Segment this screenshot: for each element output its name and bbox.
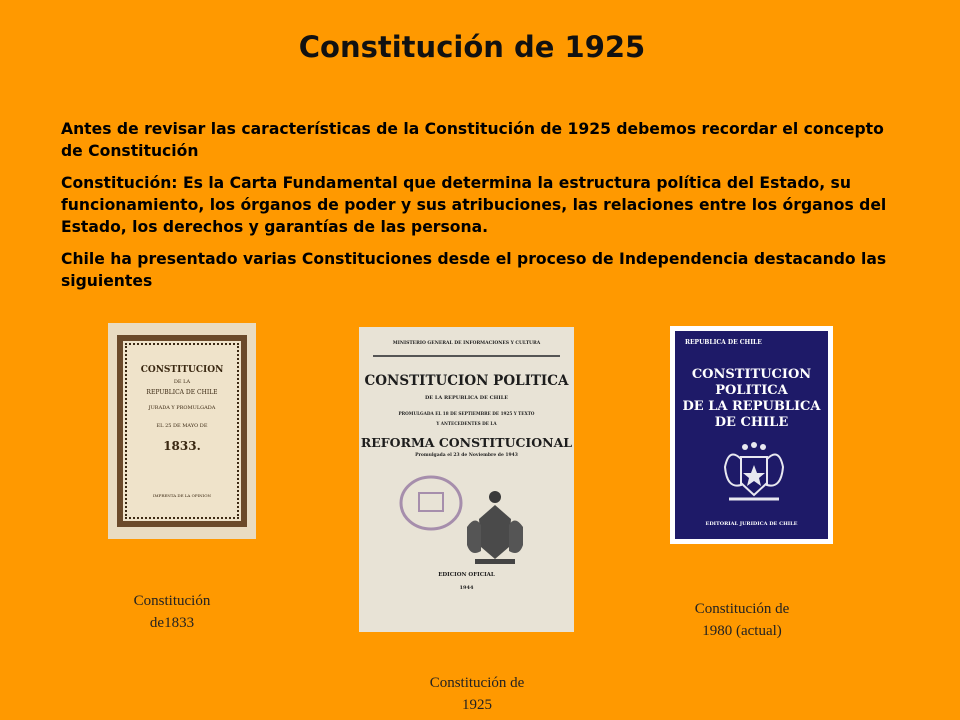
slide-body — [61, 118, 901, 302]
book-text: DE LA — [173, 379, 191, 385]
stamp-and-coat-of-arms — [391, 467, 541, 587]
book-cover — [675, 331, 828, 539]
history-paragraph: Chile ha presentado varias Constituciones desde el proceso de Independencia destacando las siguientes — [61, 250, 887, 290]
book-publisher: EDITORIAL JURIDICA DE CHILE — [705, 521, 798, 527]
book-header: REPUBLICA DE CHILE — [685, 339, 762, 346]
constitution-1925-image — [359, 327, 574, 632]
caption-line: Constitución — [133, 593, 211, 609]
divider — [373, 355, 560, 357]
book-title-text: DE LA REPUBLICA — [682, 399, 821, 414]
book-edition: EDICION OFICIAL — [438, 572, 495, 578]
ornamental-border — [117, 335, 247, 527]
caption-line: de1833 — [149, 615, 195, 631]
caption-line: Constitución de — [694, 601, 790, 617]
book-year: 1833. — [163, 439, 201, 453]
caption-1980 — [667, 598, 817, 642]
book-text: REPUBLICA DE CHILE — [146, 389, 218, 396]
book-text: Y ANTECEDENTES DE LA — [436, 421, 497, 426]
coat-of-arms-icon — [715, 437, 793, 511]
book-title-text: CONSTITUCION — [140, 365, 224, 375]
caption-1925 — [402, 672, 552, 716]
slide-title: Constitución de 1925 — [298, 30, 646, 64]
book-title-text: POLITICA — [715, 383, 788, 398]
book-text: EL 25 DE MAYO DE — [156, 423, 208, 429]
book-year: 1944 — [459, 585, 474, 591]
definition-paragraph: Constitución: Es la Carta Fundamental que determina la estructura política del Estado, su funcionamiento, los órganos de poder y sus atribuciones, las relaciones entre los órganos del Estado, los derechos y garantías de las persona. — [61, 174, 887, 236]
book-text: PROMULGADA EL 18 DE SEPTIEMBRE DE 1925 Y TEXTO — [398, 411, 535, 416]
book-subtitle: REFORMA CONSTITUCIONAL — [360, 435, 573, 450]
book-title-text: DE CHILE — [714, 415, 789, 430]
book-text: Promulgada el 23 de Noviembre de 1943 — [415, 453, 518, 458]
intro-paragraph: Antes de revisar las características de la Constitución de 1925 debemos recordar el concepto de Constitución — [61, 120, 884, 160]
book-header: MINISTERIO GENERAL DE INFORMACIONES Y CULTURA — [392, 341, 541, 346]
book-footer: IMPRENTA DE LA OPINION — [152, 493, 212, 498]
constitution-1833-image — [108, 323, 256, 539]
caption-line: 1980 (actual) — [702, 623, 782, 639]
caption-line: Constitución de — [429, 675, 525, 691]
caption-line: 1925 — [462, 697, 492, 713]
book-text: DE LA REPUBLICA DE CHILE — [424, 395, 509, 401]
book-title-text: CONSTITUCION — [691, 367, 812, 382]
constitution-1980-image — [670, 326, 833, 544]
caption-1833 — [102, 590, 242, 634]
book-title-text: CONSTITUCION POLITICA — [364, 373, 569, 389]
book-text: JURADA Y PROMULGADA — [148, 405, 216, 411]
